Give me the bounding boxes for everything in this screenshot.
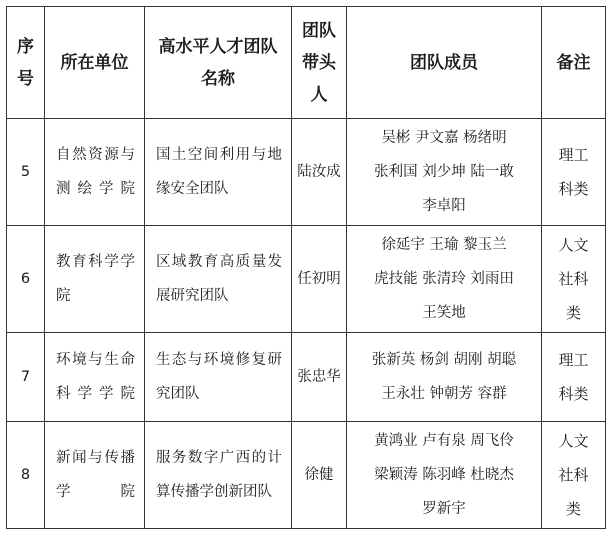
row-unit: 环境与生命 科学学院	[45, 333, 145, 422]
header-row	[7, 7, 606, 119]
row-members: 张新英 杨剑 胡刚 胡聪 王永壮 钟朝芳 容群	[347, 333, 542, 422]
row-note: 理工 科类	[542, 333, 606, 422]
row-team: 服务数字广西的计 算传播学创新团队	[145, 422, 292, 529]
row-seq: 6	[7, 226, 45, 333]
row-leader: 任初明	[292, 226, 347, 333]
header-note: 备注	[542, 7, 606, 119]
row-seq: 5	[7, 119, 45, 226]
row-note: 人文 社科 类	[542, 422, 606, 529]
row-note: 理工 科类	[542, 119, 606, 226]
table-row	[7, 333, 606, 422]
row-members: 徐延宇 王瑜 黎玉兰 虎技能 张清玲 刘雨田 王笑地	[347, 226, 542, 333]
row-leader: 张忠华	[292, 333, 347, 422]
header-seq: 序 号	[7, 7, 45, 119]
row-unit: 新闻与传播 学院	[45, 422, 145, 529]
row-team: 区域教育高质量发 展研究团队	[145, 226, 292, 333]
row-seq: 7	[7, 333, 45, 422]
row-seq: 8	[7, 422, 45, 529]
row-members: 吴彬 尹文嘉 杨绪明 张利国 刘少坤 陆一敢 李卓阳	[347, 119, 542, 226]
row-unit: 自然资源与 测绘学院	[45, 119, 145, 226]
header-members: 团队成员	[347, 7, 542, 119]
row-leader: 徐健	[292, 422, 347, 529]
row-members: 黄鸿业 卢有泉 周飞伶 梁颖涛 陈羽峰 杜晓杰 罗新宇	[347, 422, 542, 529]
row-leader: 陆汝成	[292, 119, 347, 226]
row-unit: 教育科学学 院	[45, 226, 145, 333]
row-note: 人文 社科 类	[542, 226, 606, 333]
row-team: 国土空间利用与地 缘安全团队	[145, 119, 292, 226]
table-row	[7, 422, 606, 529]
header-unit: 所在单位	[45, 7, 145, 119]
table-row	[7, 119, 606, 226]
row-team: 生态与环境修复研 究团队	[145, 333, 292, 422]
header-team: 高水平人才团队 名称	[145, 7, 292, 119]
team-table	[6, 6, 606, 529]
table-row	[7, 226, 606, 333]
header-leader: 团队 带头 人	[292, 7, 347, 119]
